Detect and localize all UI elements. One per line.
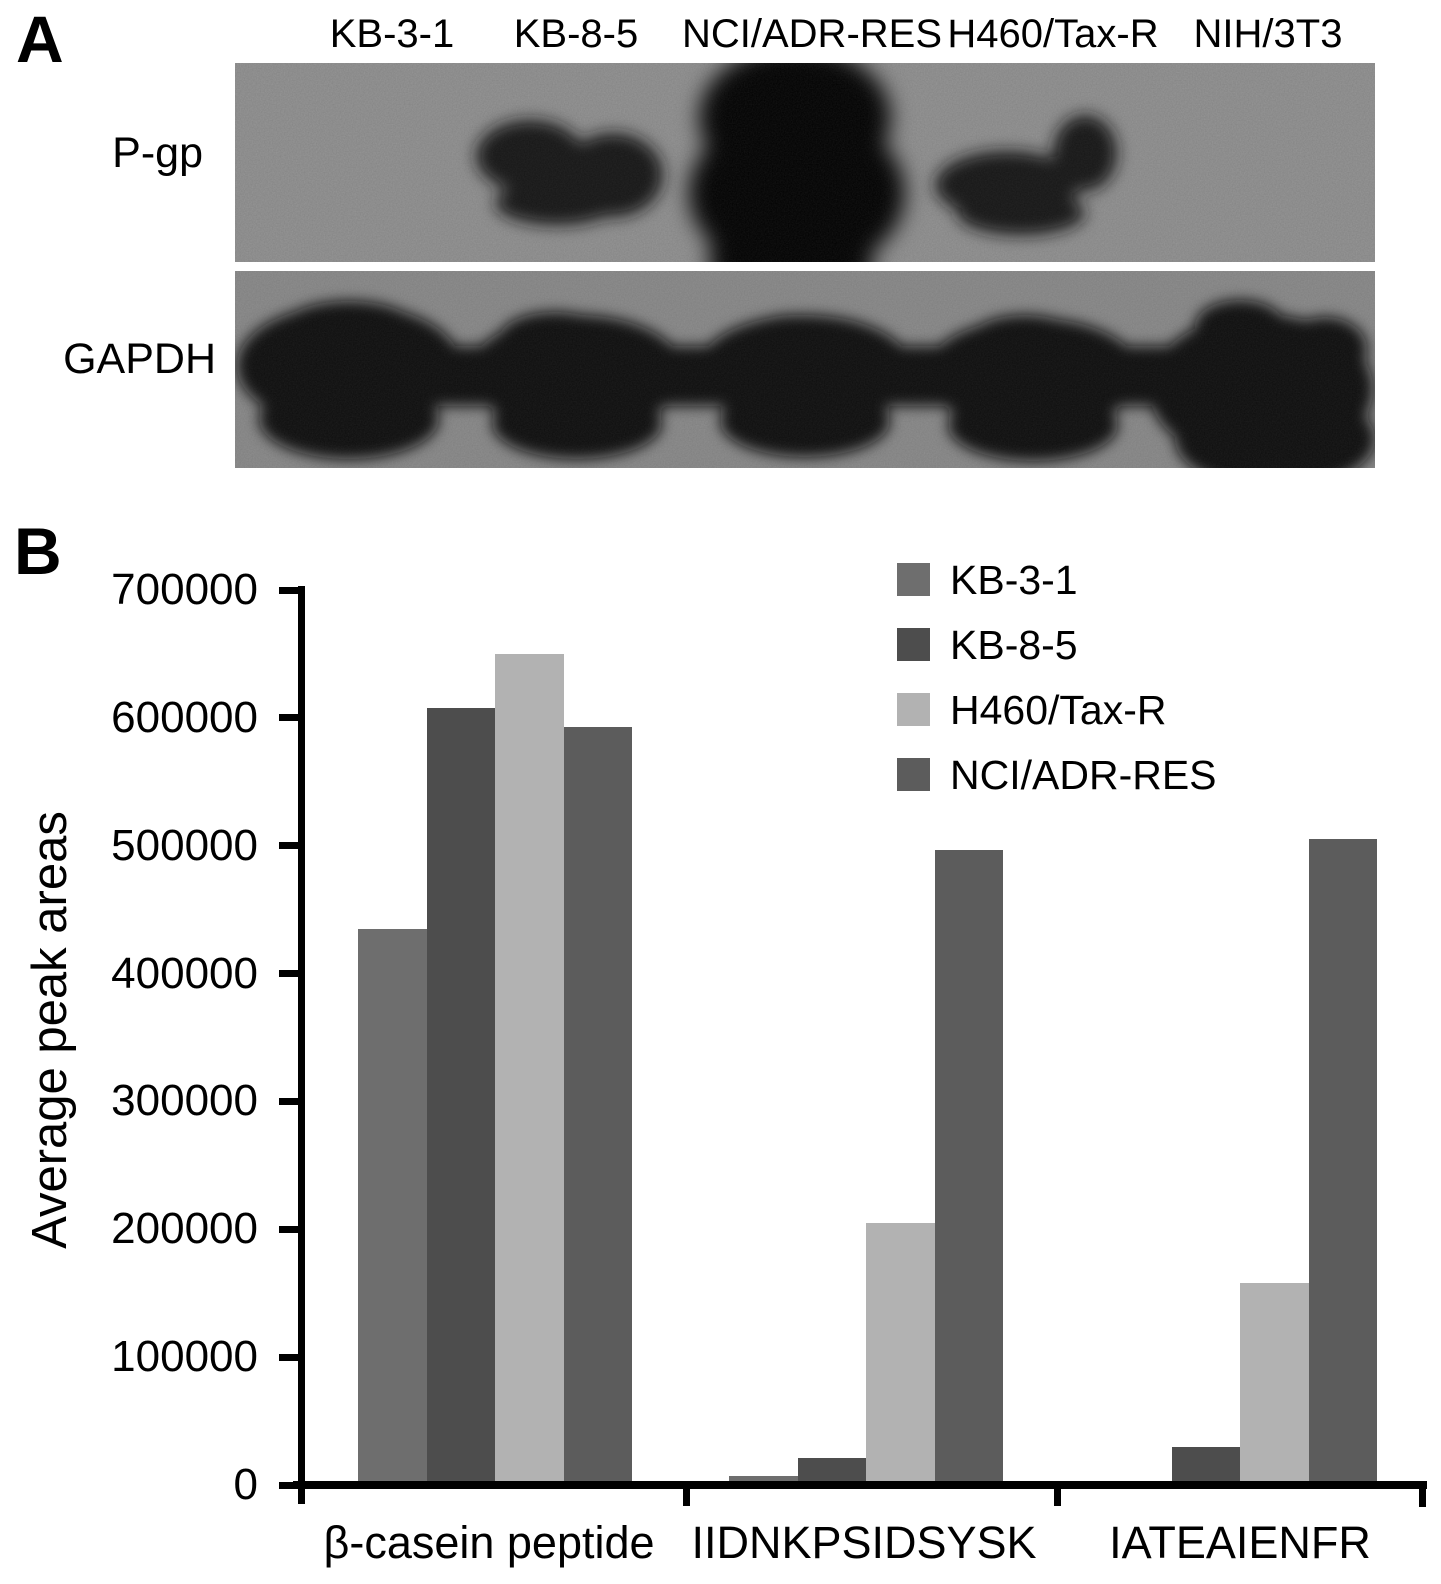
x-axis-end-tick (1419, 1481, 1426, 1507)
bar-nci-adr-res (935, 850, 1004, 1485)
y-axis-title: Average peak areas (23, 811, 77, 1249)
bar-nci-adr-res (564, 727, 633, 1485)
blot-row-label-pgp: P-gp (112, 129, 203, 177)
category-label-iidnkpsidsysk: IIDNKPSIDSYSK (691, 1517, 1037, 1568)
y-tick-label: 100000 (111, 1332, 258, 1382)
y-axis-tick (279, 1226, 305, 1233)
lane-label-kb-8-5: KB-8-5 (513, 12, 639, 56)
y-axis-tick (279, 842, 305, 849)
legend-swatch-h460-tax-r (897, 693, 930, 726)
y-tick-label: 200000 (111, 1204, 258, 1254)
legend-swatch-kb-8-5 (897, 628, 930, 661)
y-tick-label: 500000 (111, 820, 258, 870)
bar-kb-8-5 (427, 708, 496, 1485)
bar-h460-tax-r (495, 654, 564, 1485)
lane-label-kb-3-1: KB-3-1 (329, 12, 455, 56)
blot-row-label-gapdh: GAPDH (63, 335, 216, 383)
legend-label-kb-8-5: KB-8-5 (950, 622, 1078, 668)
lane-label-nci-adr-res: NCI/ADR-RES (681, 12, 943, 56)
y-tick-label: 300000 (111, 1076, 258, 1126)
bar-h460-tax-r (866, 1223, 935, 1485)
y-tick-label: 600000 (111, 692, 258, 742)
panel-b-label: B (14, 514, 62, 588)
y-axis-tick (279, 970, 305, 977)
category-separator-tick (683, 1487, 690, 1506)
legend-swatch-nci-adr-res (897, 758, 930, 791)
y-tick-label: 700000 (111, 565, 258, 614)
legend-label-h460-tax-r: H460/Tax-R (950, 687, 1167, 733)
y-tick-label: 0 (233, 1460, 258, 1509)
category-separator-tick (1054, 1487, 1061, 1506)
category-label-iateaienfr: IATEAIENFR (1109, 1517, 1371, 1568)
bar-kb-8-5 (1172, 1447, 1241, 1485)
lane-label-nih-3t3: NIH/3T3 (1193, 12, 1343, 56)
legend-swatch-kb-3-1 (897, 563, 930, 596)
panel-a-label: A (16, 2, 64, 76)
lane-label-h460-tax-r: H460/Tax-R (947, 12, 1159, 56)
y-axis-tick (279, 587, 305, 594)
y-axis-tick (279, 1098, 305, 1105)
bar-kb-3-1 (358, 929, 427, 1485)
y-axis-line (298, 586, 305, 1504)
legend-label-nci-adr-res: NCI/ADR-RES (950, 752, 1217, 798)
y-axis-tick (279, 1482, 305, 1489)
bar-h460-tax-r (1240, 1283, 1309, 1485)
y-axis-tick (279, 714, 305, 721)
x-axis-line (293, 1481, 1427, 1489)
legend-label-kb-3-1: KB-3-1 (950, 557, 1078, 603)
y-tick-label: 400000 (111, 948, 258, 998)
category-label-beta-casein: β-casein peptide (323, 1517, 655, 1568)
y-axis-tick (279, 1354, 305, 1361)
bar-nci-adr-res (1309, 839, 1378, 1485)
